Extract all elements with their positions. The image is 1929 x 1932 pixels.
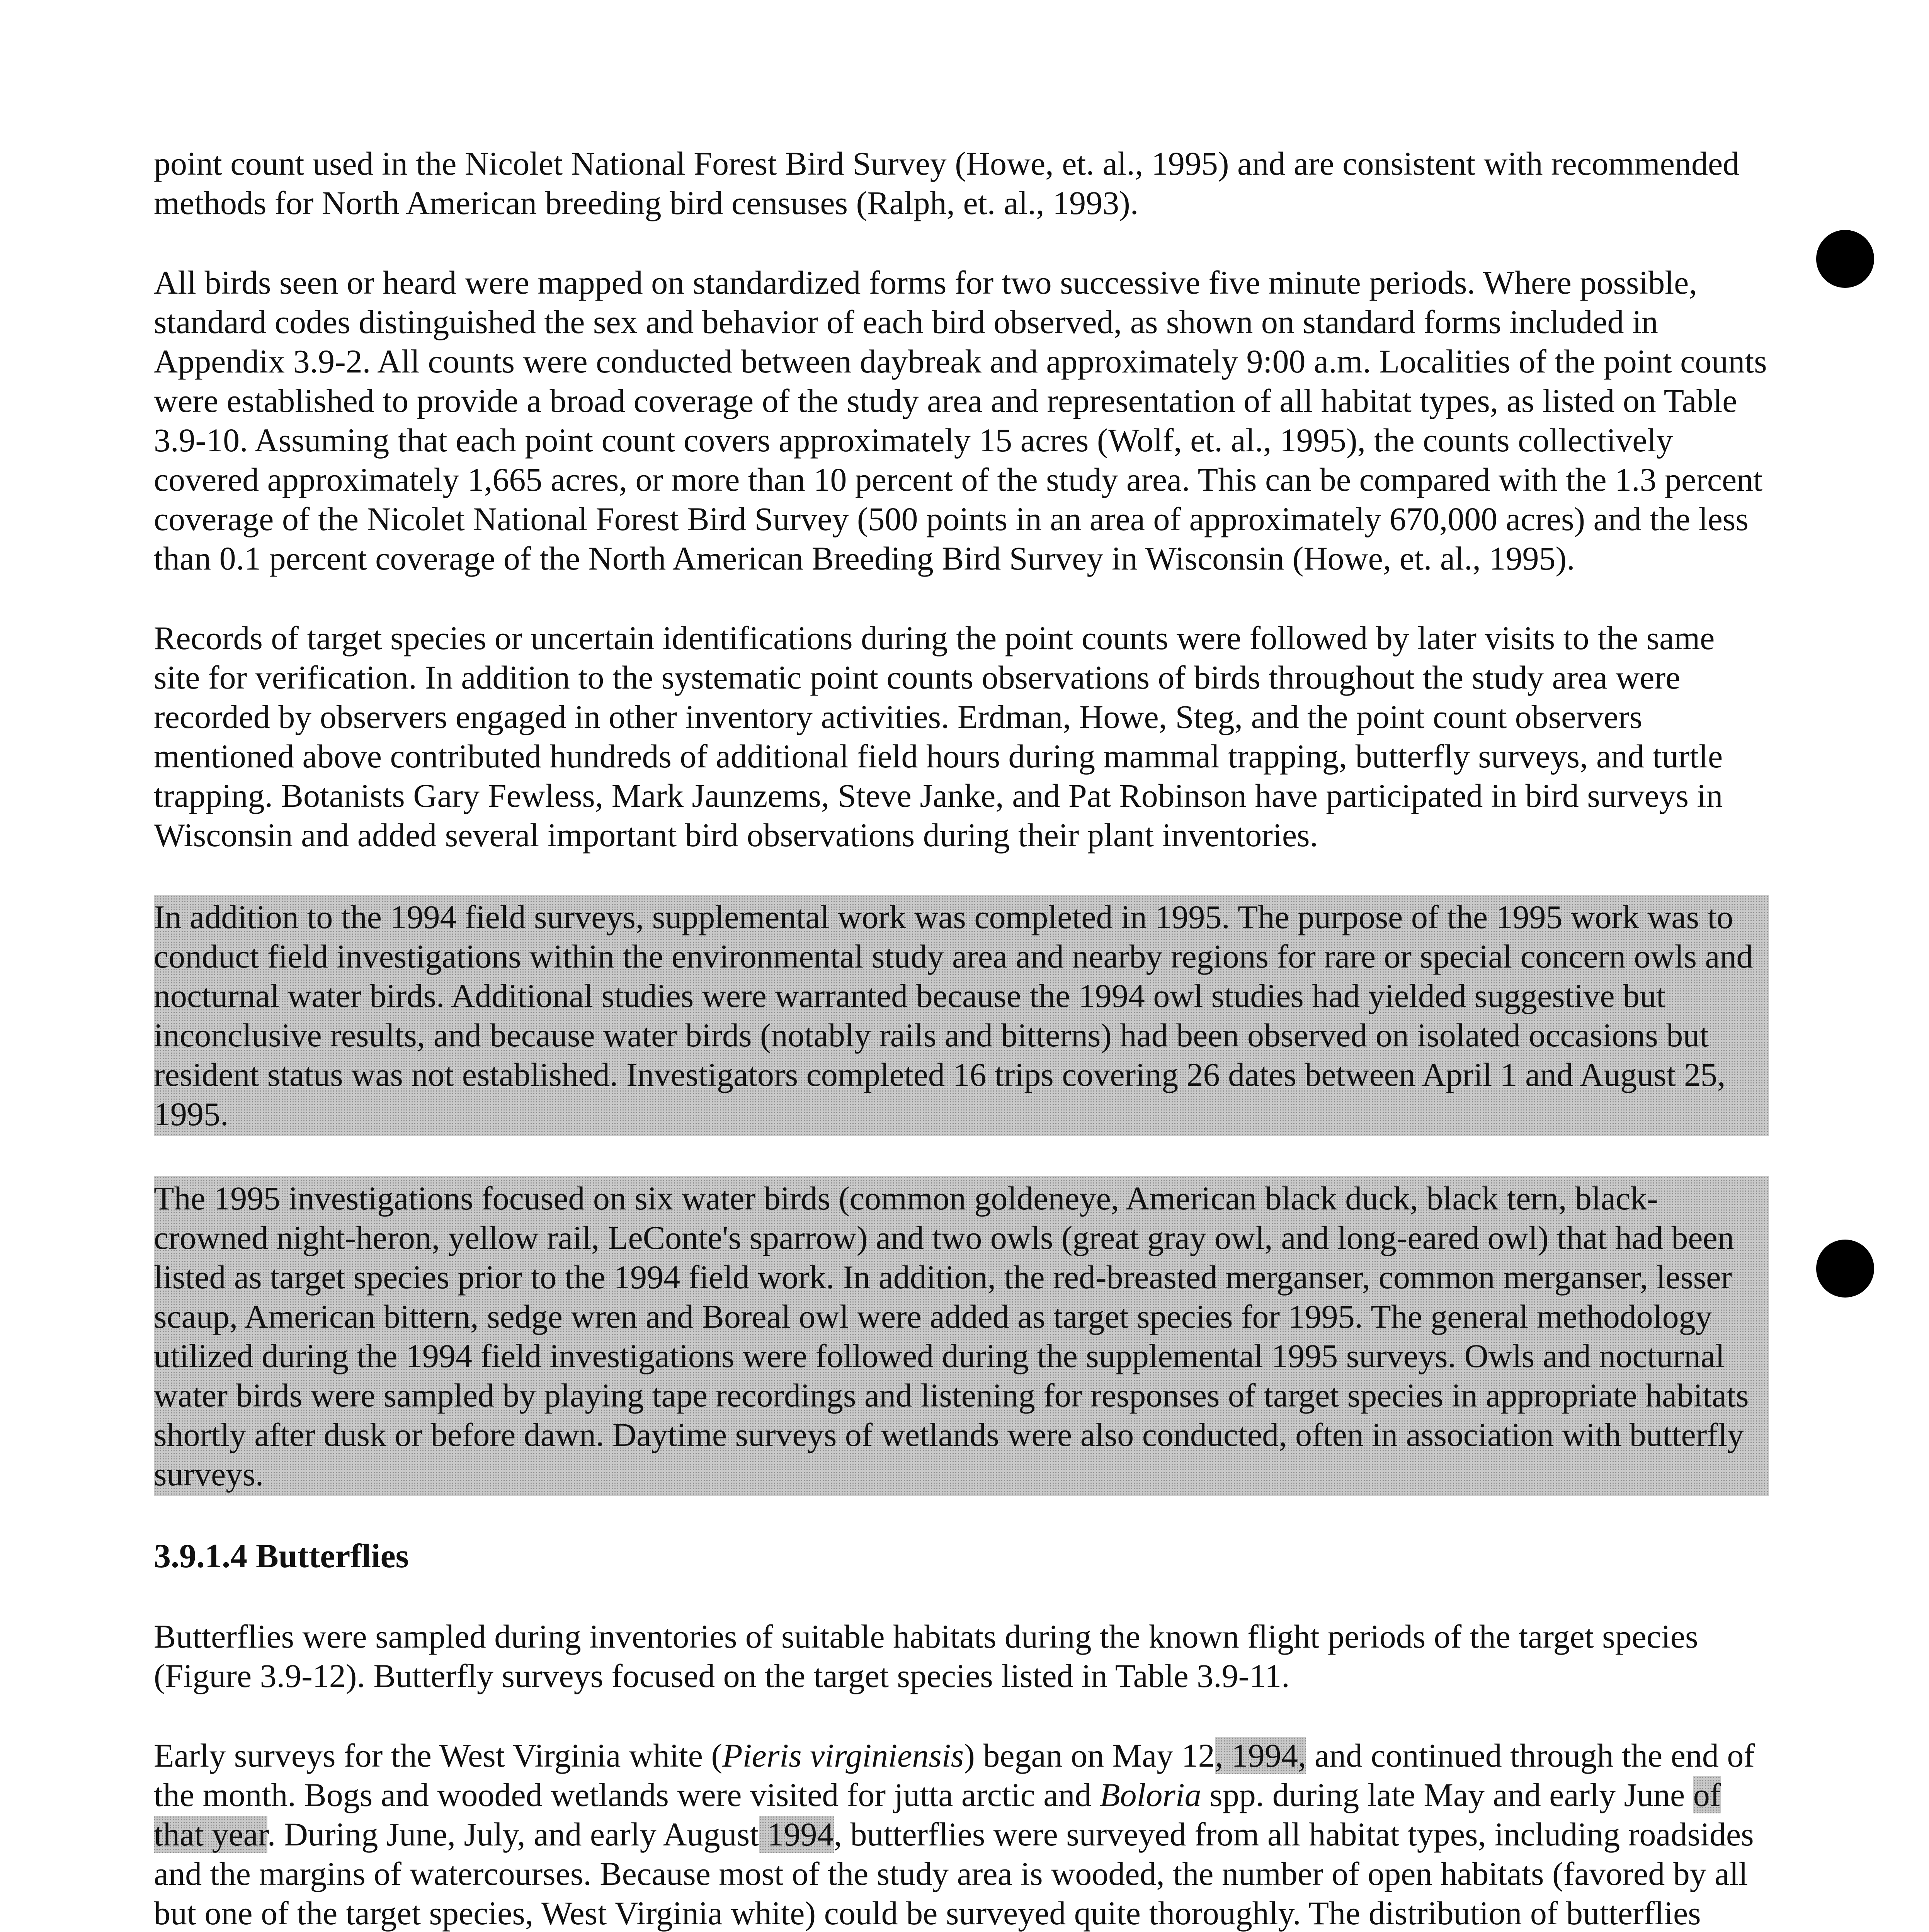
paragraph-1995-investigations [154,1176,1769,1496]
paragraph-early-surveys [154,1736,1769,1932]
section-heading-butterflies: 3.9.1.4 Butterflies [154,1537,409,1575]
highlight-1994-august: 1994 [759,1816,834,1853]
paragraph-1995-supplemental-work [154,895,1769,1136]
text-segment: Early surveys for the West Virginia white ( [154,1737,723,1774]
text-segment: ) began on May 12 [964,1737,1215,1774]
revision-mark-dot [1816,230,1874,288]
genus-name-boloria: Boloria [1099,1776,1201,1813]
text-segment: spp. during late May and early June [1201,1776,1693,1813]
text-segment: . During June, July, and early August [267,1816,759,1853]
paragraph-target-species-records: Records of target species or uncertain identifications during the point counts were followed by later visits to the same site for verification. In addition to the systematic point counts observations of birds throughout the study area were recorded by observers engaged in other inventory activities. Erdman, Howe, Steg, and the point count observers mentioned above contributed hundreds of additional field hours during mammal trapping, butterfly surveys, and turtle trapping. Botanists Gary Fewless, Mark Jaunzems, Steve Janke, and Pat Robinson have participated in bird surveys in Wisconsin and added several important bird observations during their plant inventories. [154,619,1723,854]
highlight-of-that-year: of that year [154,1776,1721,1853]
paragraph-point-count: point count used in the Nicolet National Forest Bird Survey (Howe, et. al., 1995) and are consistent with recommended methods for North American breeding bird censuses (Ralph, et. al., 1993). [154,145,1740,221]
species-name-pieris: Pieris virginiensis [722,1737,964,1774]
body-text [154,144,1769,1932]
shaded-text-1995-work: In addition to the 1994 field surveys, supplemental work was completed in 1995. The purpose of the 1995 work was to conduct field investigations within the environmental study area and nearby regions for rare or special concern owls and nocturnal water birds. Additional studies were warranted because the 1994 owl studies had yielded suggestive but inconclusive results, and because water birds (notably rails and bitterns) had been observed on isolated occasions but resident status was not established. Investigators completed 16 trips covering 26 dates between April 1 and August 25, 1995. [154,898,1753,1133]
paragraph-mapping-methods: All birds seen or heard were mapped on standardized forms for two successive five minute periods. Where possible, standard codes distinguished the sex and behavior of each bird observed, as shown on standard forms included in Appendix 3.9-2. All counts were conducted between daybreak and approximately 9:00 a.m. Localities of the point counts were established to provide a broad coverage of the study area and representation of all habitat types, as listed on Table 3.9-10. Assuming that each point count covers approximately 15 acres (Wolf, et. al., 1995), the counts collectively covered approximately 1,665 acres, or more than 10 percent of the study area. This can be compared with the 1.3 percent coverage of the Nicolet National Forest Bird Survey (500 points in an area of approximately 670,000 acres) and the less than 0.1 percent coverage of the North American Breeding Bird Survey in Wisconsin (Howe, et. al., 1995). [154,264,1767,577]
text-segment: and continued through the end of the month. Bogs and wooded wetlands were visited for jutta arctic and [154,1737,1755,1813]
text-segment: , butterflies were surveyed from all habitat types, including roadsides and the margins of watercourses. Because most of the study area is wooded, the number of open habitats (favored by all but one of the target species, West Virginia white) could be surveyed quite thoroughly. The distribution of butterflies [154,1816,1754,1932]
paragraph-butterfly-sampling: Butterflies were sampled during inventories of suitable habitats during the known flight periods of the target species (Figure 3.9-12). Butterfly surveys focused on the target species listed in Table 3.9-11. [154,1618,1698,1694]
revision-mark-dot [1816,1240,1874,1298]
highlight-1994: , 1994, [1215,1737,1306,1774]
shaded-text-1995-investigations: The 1995 investigations focused on six water birds (common goldeneye, American black duck, black tern, black-crowned night-heron, yellow rail, LeConte's sparrow) and two owls (great gray owl, and long-eared owl) that had been listed as target species prior to the 1994 field work. In addition, the red-breasted merganser, common merganser, lesser scaup, American bittern, sedge wren and Boreal owl were added as target species for 1995. The general methodology utilized during the 1994 field investigations were followed during the supplemental 1995 surveys. Owls and nocturnal water birds were sampled by playing tape recordings and listening for responses of target species in appropriate habitats shortly after dusk or before dawn. Daytime surveys of wetlands were also conducted, often in association with butterfly surveys. [154,1180,1749,1493]
